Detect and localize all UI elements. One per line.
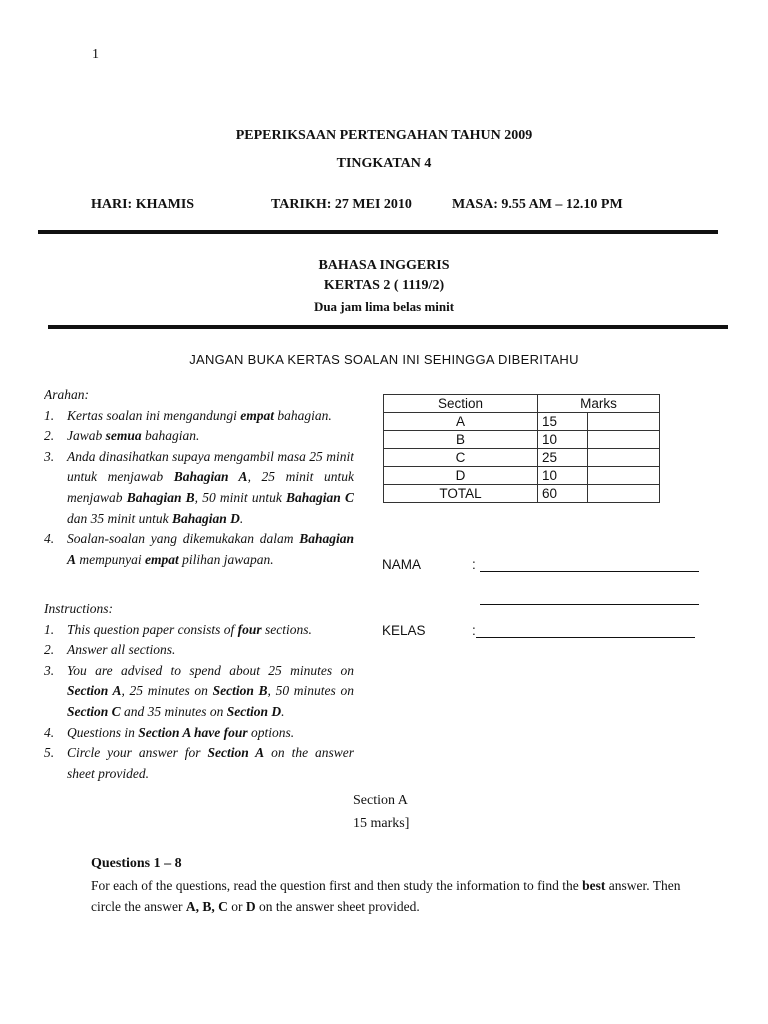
item-text: , 50 minit untuk xyxy=(194,489,287,505)
item-text: Circle your answer for xyxy=(67,745,208,761)
table-row-total xyxy=(384,485,660,503)
marks-cell: 10 xyxy=(538,431,588,449)
item-bold: Section C xyxy=(67,703,121,719)
item-text: , 25 minutes on xyxy=(121,683,213,699)
item-bold: semua xyxy=(105,428,142,444)
divider-rule xyxy=(38,230,718,234)
item-bold: Bahagian A xyxy=(67,531,354,567)
section-cell: D xyxy=(384,467,538,485)
item-bold: Section A xyxy=(207,745,265,761)
column-header-section: Section xyxy=(384,395,538,413)
item-number: 2. xyxy=(44,642,55,658)
subject-name: BAHASA INGGERIS xyxy=(318,258,450,273)
item-text: pilihan jawapan. xyxy=(178,551,274,567)
item-number: 4. xyxy=(44,531,55,547)
item-text: Questions in xyxy=(67,724,139,740)
field-separator: : xyxy=(472,557,476,572)
section-cell: TOTAL xyxy=(384,485,538,503)
arahan-item xyxy=(44,426,354,447)
marks-table xyxy=(383,394,660,503)
item-number: 2. xyxy=(44,428,55,444)
item-text: You are advised to spend about 25 minutes on xyxy=(67,662,354,678)
item-bold: Section D xyxy=(226,703,282,719)
text-bold: best xyxy=(582,878,606,893)
marks-cell: 25 xyxy=(538,449,588,467)
arahan-block xyxy=(44,385,354,598)
section-cell: B xyxy=(384,431,538,449)
item-bold: Bahagian C xyxy=(286,489,354,505)
text-bold: D xyxy=(245,899,256,914)
text-segment: on the answer sheet provided. xyxy=(255,899,420,914)
instruction-item xyxy=(44,661,354,723)
item-bold: empat xyxy=(240,407,275,423)
table-row xyxy=(384,449,660,467)
item-text: and 35 minutes on xyxy=(120,703,227,719)
item-bold: Section A xyxy=(67,683,122,699)
divider-rule xyxy=(48,325,728,329)
item-text: sections. xyxy=(261,621,312,637)
marks-cell: 10 xyxy=(538,467,588,485)
item-text: , 25 minit untuk menjawab xyxy=(67,469,354,505)
exam-date: TARIKH: 27 MEI 2010 xyxy=(271,197,412,212)
score-cell[interactable] xyxy=(588,485,660,503)
item-bold: Bahagian A xyxy=(173,469,248,485)
item-text: bahagian. xyxy=(274,407,332,423)
field-separator: : xyxy=(472,623,476,638)
form-level: TINGKATAN 4 xyxy=(336,156,432,171)
arahan-item xyxy=(44,447,354,529)
warning-notice: JANGAN BUKA KERTAS SOALAN INI SEHINGGA DIBERITAHU xyxy=(189,352,579,367)
arahan-item xyxy=(44,406,354,427)
text-segment: or xyxy=(227,899,246,914)
table-header-row xyxy=(384,395,660,413)
marks-cell: 15 xyxy=(538,413,588,431)
instruction-item xyxy=(44,743,354,784)
arahan-item xyxy=(44,529,354,570)
instructions-block xyxy=(44,599,354,784)
item-text: . xyxy=(239,510,244,526)
kelas-label: KELAS xyxy=(382,623,426,638)
item-text: Soalan-soalan yang dikemukakan dalam xyxy=(67,531,300,547)
item-number: 3. xyxy=(44,448,55,464)
paper-code: KERTAS 2 ( 1119/2) xyxy=(323,278,445,293)
section-cell: C xyxy=(384,449,538,467)
table-row xyxy=(384,413,660,431)
exam-day: HARI: KHAMIS xyxy=(91,197,195,212)
item-bold: four xyxy=(237,621,262,637)
section-cell: A xyxy=(384,413,538,431)
nama-label: NAMA xyxy=(382,557,422,572)
item-text: This question paper consists of xyxy=(67,621,238,637)
score-cell[interactable] xyxy=(588,449,660,467)
item-bold: Section A have four xyxy=(138,724,248,740)
page-number: 1 xyxy=(92,47,99,62)
item-number: 1. xyxy=(44,621,55,637)
item-text: mempunyai xyxy=(76,551,145,567)
marks-cell: 60 xyxy=(538,485,588,503)
questions-title: Questions 1 – 8 xyxy=(91,856,182,871)
instruction-item xyxy=(44,640,354,661)
item-number: 5. xyxy=(44,745,55,761)
item-text: dan 35 minit untuk xyxy=(67,510,172,526)
item-text: options. xyxy=(247,724,295,740)
score-cell[interactable] xyxy=(588,431,660,449)
table-row xyxy=(384,467,660,485)
questions-instruction xyxy=(91,875,687,917)
exam-time: MASA: 9.55 AM – 12.10 PM xyxy=(452,197,623,212)
section-marks: 15 marks] xyxy=(353,816,410,831)
item-number: 3. xyxy=(44,662,55,678)
item-text: . xyxy=(281,703,285,719)
section-heading: Section A xyxy=(353,793,408,808)
exam-title: PEPERIKSAAN PERTENGAHAN TAHUN 2009 xyxy=(235,128,533,143)
item-bold: empat xyxy=(145,551,179,567)
item-text: Answer all sections. xyxy=(67,642,176,658)
item-bold: Section B xyxy=(212,683,268,699)
item-text: bahagian. xyxy=(141,428,200,444)
column-header-marks: Marks xyxy=(538,395,660,413)
score-cell[interactable] xyxy=(588,467,660,485)
table-row xyxy=(384,431,660,449)
exam-duration: Dua jam lima belas minit xyxy=(313,299,455,314)
instruction-item xyxy=(44,723,354,744)
item-text: , 50 minutes on xyxy=(267,683,354,699)
text-segment: answer. Then circle the answer xyxy=(91,878,681,914)
instructions-heading: Instructions: xyxy=(44,601,113,616)
score-cell[interactable] xyxy=(588,413,660,431)
item-text: Anda dinasihatkan supaya mengambil masa 25 minit untuk menjawab xyxy=(67,448,354,485)
kelas-field[interactable] xyxy=(476,637,695,638)
arahan-heading: Arahan: xyxy=(44,387,89,402)
item-text: on the answer sheet provided. xyxy=(67,745,355,781)
nama-field[interactable] xyxy=(480,571,699,572)
text-segment: For each of the questions, read the question first and then study the information to find the xyxy=(91,878,583,893)
item-bold: Bahagian B xyxy=(126,489,195,505)
item-bold: Bahagian D xyxy=(172,510,240,526)
item-text: Jawab xyxy=(67,428,106,444)
item-text: Kertas soalan ini mengandungi xyxy=(67,407,241,423)
text-bold: A, B, C xyxy=(185,899,228,914)
item-number: 4. xyxy=(44,724,55,740)
item-number: 1. xyxy=(44,407,55,423)
instruction-item xyxy=(44,620,354,641)
nama-field-line-2[interactable] xyxy=(480,604,699,605)
